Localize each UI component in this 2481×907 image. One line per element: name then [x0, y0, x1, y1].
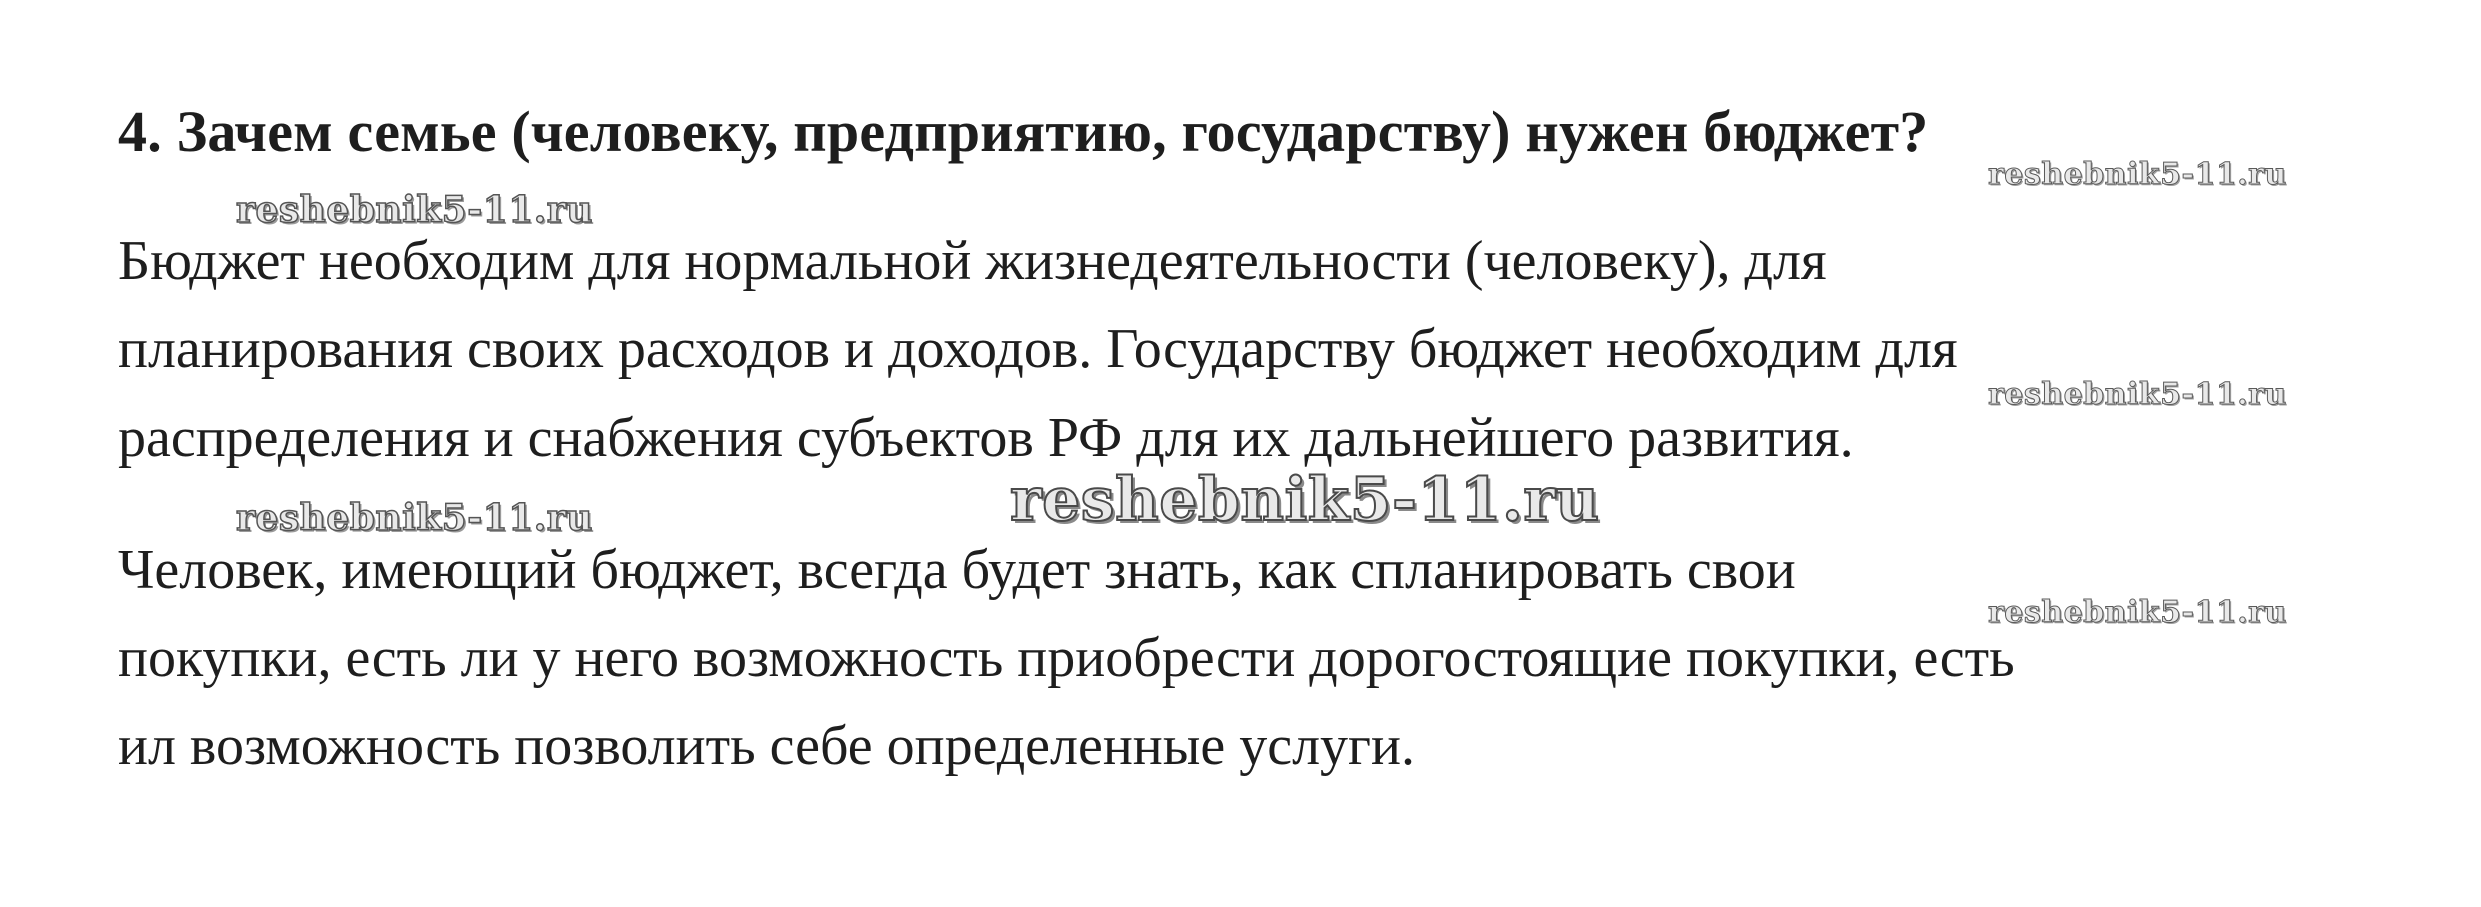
- answer-paragraph-2-line-2: покупки, есть ли у него возможность приобрести дорогостоящие покупки, есть: [118, 627, 2015, 689]
- watermark-lower-right: reshebnik5-11.ru: [1988, 595, 2287, 630]
- watermark-top-right: reshebnik5-11.ru: [1988, 157, 2287, 192]
- watermark-middle-right: reshebnik5-11.ru: [1988, 377, 2287, 412]
- answer-paragraph-2-line-3: ил возможность позволить себе определенные услуги.: [118, 715, 1415, 777]
- watermark-center: reshebnik5-11.ru: [1010, 465, 1600, 535]
- watermark-middle-left: reshebnik5-11.ru: [236, 497, 593, 539]
- answer-paragraph-2-line-1: Человек, имеющий бюджет, всегда будет знать, как спланировать свои: [118, 539, 1796, 601]
- answer-paragraph-1-line-1: Бюджет необходим для нормальной жизнедеятельности (человеку), для: [118, 230, 1827, 292]
- answer-paragraph-1-line-2: планирования своих расходов и доходов. Государству бюджет необходим для: [118, 318, 1958, 380]
- question-heading: 4. Зачем семье (человеку, предприятию, государству) нужен бюджет?: [118, 99, 1929, 164]
- watermark-top-left: reshebnik5-11.ru: [236, 189, 593, 231]
- answer-paragraph-1-line-3: распределения и снабжения субъектов РФ для их дальнейшего развития.: [118, 407, 1854, 469]
